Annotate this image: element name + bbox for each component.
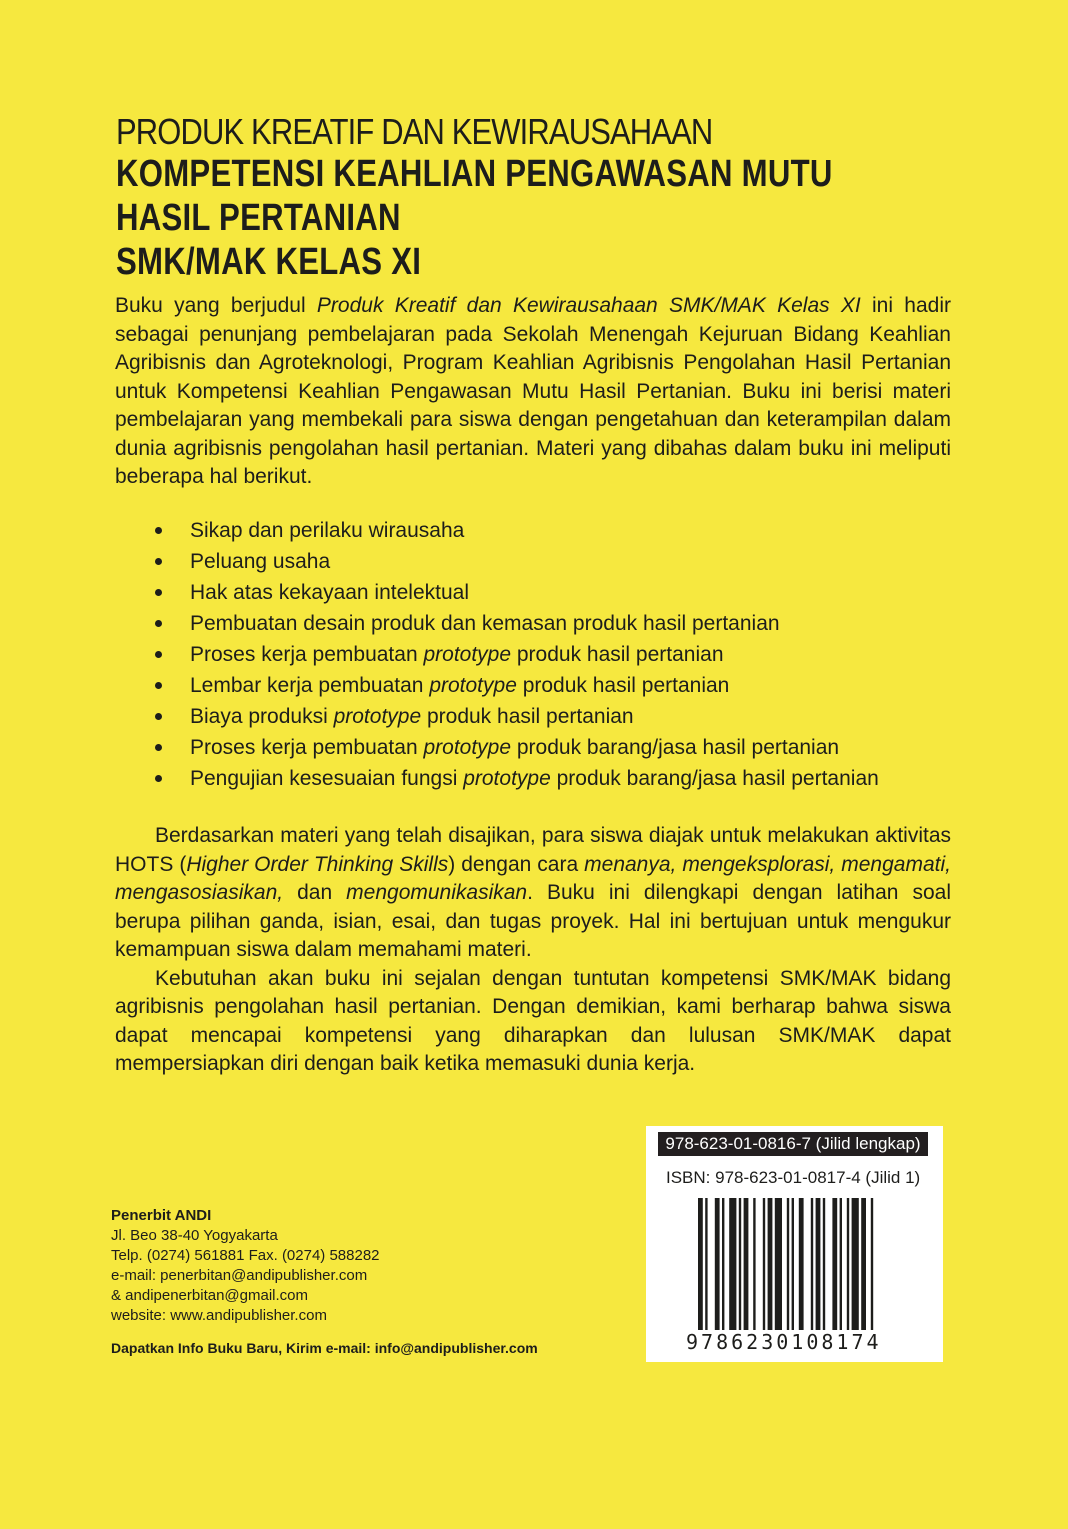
title-line-1: PRODUK KREATIF DAN KEWIRAUSAHAAN [116, 111, 713, 152]
topic-text-end: produk hasil pertanian [511, 643, 724, 666]
topic-item [150, 670, 970, 701]
intro-text [115, 292, 951, 492]
barcode-stripe [840, 1198, 842, 1330]
barcode-digits: 9786230108174 [686, 1330, 882, 1354]
bullet-icon [155, 558, 162, 565]
topic-item [150, 639, 970, 670]
isbn-volume: ISBN: 978-623-01-0817-4 (Jilid 1) [666, 1168, 921, 1187]
topic-text: Pengujian kesesuaian fungsi [190, 767, 464, 790]
activity-verbs: menanya, mengeksplorasi, mengamati, mengasosiasikan, [115, 852, 951, 904]
barcode-stripe [775, 1198, 782, 1330]
title-line-4: SMK/MAK KELAS XI [116, 241, 422, 283]
bullet-icon [155, 744, 162, 751]
barcode-stripe [705, 1198, 707, 1330]
topic-emphasis: prototype [423, 736, 512, 759]
publisher-address: Jl. Beo 38-40 Yogyakarta [111, 1227, 278, 1244]
topic-text: Proses kerja pembuatan [190, 643, 424, 666]
barcode-stripe [698, 1198, 703, 1330]
bullet-icon [155, 682, 162, 689]
topic-text: Sikap dan perilaku wirausaha [190, 519, 465, 542]
topic-item [150, 763, 970, 794]
topic-text: Biaya produksi [190, 705, 334, 728]
topic-item [150, 515, 970, 546]
barcode-icon [698, 1198, 920, 1330]
closing-text: dan [283, 881, 347, 904]
title-line-2: KOMPETENSI KEAHLIAN PENGAWASAN MUTU [116, 153, 833, 195]
cover-title [116, 112, 976, 284]
topic-text: Proses kerja pembuatan [190, 736, 424, 759]
barcode-stripe [715, 1198, 720, 1330]
activity-verb-last: mengomunikasikan [346, 881, 528, 904]
barcode-stripe [816, 1198, 821, 1330]
intro-paragraph [115, 292, 951, 492]
publisher-website: website: www.andipublisher.com [111, 1307, 327, 1324]
closing-text: ) dengan cara [448, 852, 585, 876]
topic-item [150, 732, 970, 763]
barcode-stripe [753, 1198, 755, 1330]
title-line-3: HASIL PERTANIAN [116, 197, 401, 239]
barcode-stripe [763, 1198, 765, 1330]
topic-text: Peluang usaha [190, 550, 331, 573]
barcode-stripe [792, 1198, 794, 1330]
topic-emphasis: prototype [423, 643, 512, 666]
topic-text-end: produk hasil pertanian [421, 705, 634, 728]
intro-book-title: Produk Kreatif dan Kewirausahaan SMK/MAK Kelas XI [316, 294, 861, 317]
topic-text: Lembar kerja pembuatan [190, 674, 430, 697]
topic-text-end: produk hasil pertanian [516, 674, 730, 697]
barcode-stripe [832, 1198, 837, 1330]
barcode-stripe [787, 1198, 789, 1330]
publisher-email-alt: & andipenerbitan@gmail.com [111, 1287, 308, 1304]
barcode-stripe [861, 1198, 866, 1330]
barcode-stripe [744, 1198, 749, 1330]
bullet-icon [155, 651, 162, 658]
topic-item [150, 546, 970, 577]
barcode-stripe [739, 1198, 741, 1330]
barcode-stripe [871, 1198, 873, 1330]
topic-item [150, 577, 970, 608]
bullet-icon [155, 527, 162, 534]
topic-item [150, 701, 970, 732]
publisher-email: e-mail: penerbitan@andipublisher.com [111, 1267, 368, 1284]
publisher-info [111, 1206, 380, 1326]
topic-text-end: produk barang/jasa hasil pertanian [550, 767, 879, 790]
topic-text: Pembuatan desain produk dan kemasan produk hasil pertanian [190, 612, 780, 635]
barcode-stripe [852, 1198, 859, 1330]
intro-text-rest: ini hadir sebagai penunjang pembelajaran pada Sekolah Menengah Kejuruan Bidang Keahlian Agribisnis dan Agroteknologi, Program Keahlian Agribisnis Pengolahan Hasil Pertanian untuk Kompetensi Keahlian Pengawasan Mutu Hasil Pertanian. Buku ini berisi materi pembelajaran yang membekali para siswa dengan pengetahuan dan keterampilan dalam dunia agribisnis pengolahan hasil pertanian. Materi yang dibahas dalam buku ini meliputi beberapa hal berikut. [115, 294, 951, 488]
barcode-stripe [823, 1198, 825, 1330]
barcode-stripe [811, 1198, 813, 1330]
new-book-info: Dapatkan Info Buku Baru, Kirim e-mail: info@andipublisher.com [111, 1340, 538, 1356]
closing-text: Berdasarkan materi yang telah disajikan, para siswa diajak untuk melakukan aktivitas HOTS ( [115, 824, 951, 876]
bullet-icon [155, 713, 162, 720]
bullet-icon [155, 620, 162, 627]
publisher-phone: Telp. (0274) 561881 Fax. (0274) 588282 [111, 1247, 380, 1264]
barcode-stripe [799, 1198, 804, 1330]
barcode-stripe [729, 1198, 736, 1330]
closing-paragraph-1 [115, 822, 951, 965]
closing-paragraphs [115, 822, 951, 1079]
barcode-stripe [768, 1198, 773, 1330]
bullet-icon [155, 589, 162, 596]
topic-emphasis: prototype [429, 674, 517, 697]
closing-text: . Buku ini dilengkapi dengan latihan soal berupa pilihan ganda, isian, esai, dan tugas proyek. Hal ini bertujuan untuk mengukur kemampuan siswa dalam memahami materi. [115, 881, 951, 961]
barcode-stripe [847, 1198, 849, 1330]
closing-paragraph-2: Kebutuhan akan buku ini sejalan dengan tuntutan kompetensi SMK/MAK bidang agribisnis pengolahan hasil pertanian. Dengan demikian, kami berharap bahwa siswa dapat mencapai kompetensi yang diharapkan dan lulusan SMK/MAK dapat mempersiapkan diri dengan baik ketika memasuki dunia kerja. [115, 966, 951, 1075]
topic-emphasis: prototype [463, 767, 551, 790]
isbn-barcode-panel [646, 1126, 943, 1362]
topic-text-end: produk barang/jasa hasil pertanian [511, 736, 840, 759]
bullet-icon [155, 775, 162, 782]
isbn-full-set: 978-623-01-0816-7 (Jilid lengkap) [658, 1132, 928, 1156]
barcode-stripe [722, 1198, 724, 1330]
publisher-name: Penerbit ANDI [111, 1207, 212, 1224]
topic-item [150, 608, 970, 639]
intro-text-start: Buku yang berjudul [115, 294, 317, 317]
topic-text: Hak atas kekayaan intelektual [190, 581, 469, 604]
topic-list [150, 515, 970, 794]
topic-emphasis: prototype [333, 705, 422, 728]
hots-term: Higher Order Thinking Skills [186, 852, 449, 876]
